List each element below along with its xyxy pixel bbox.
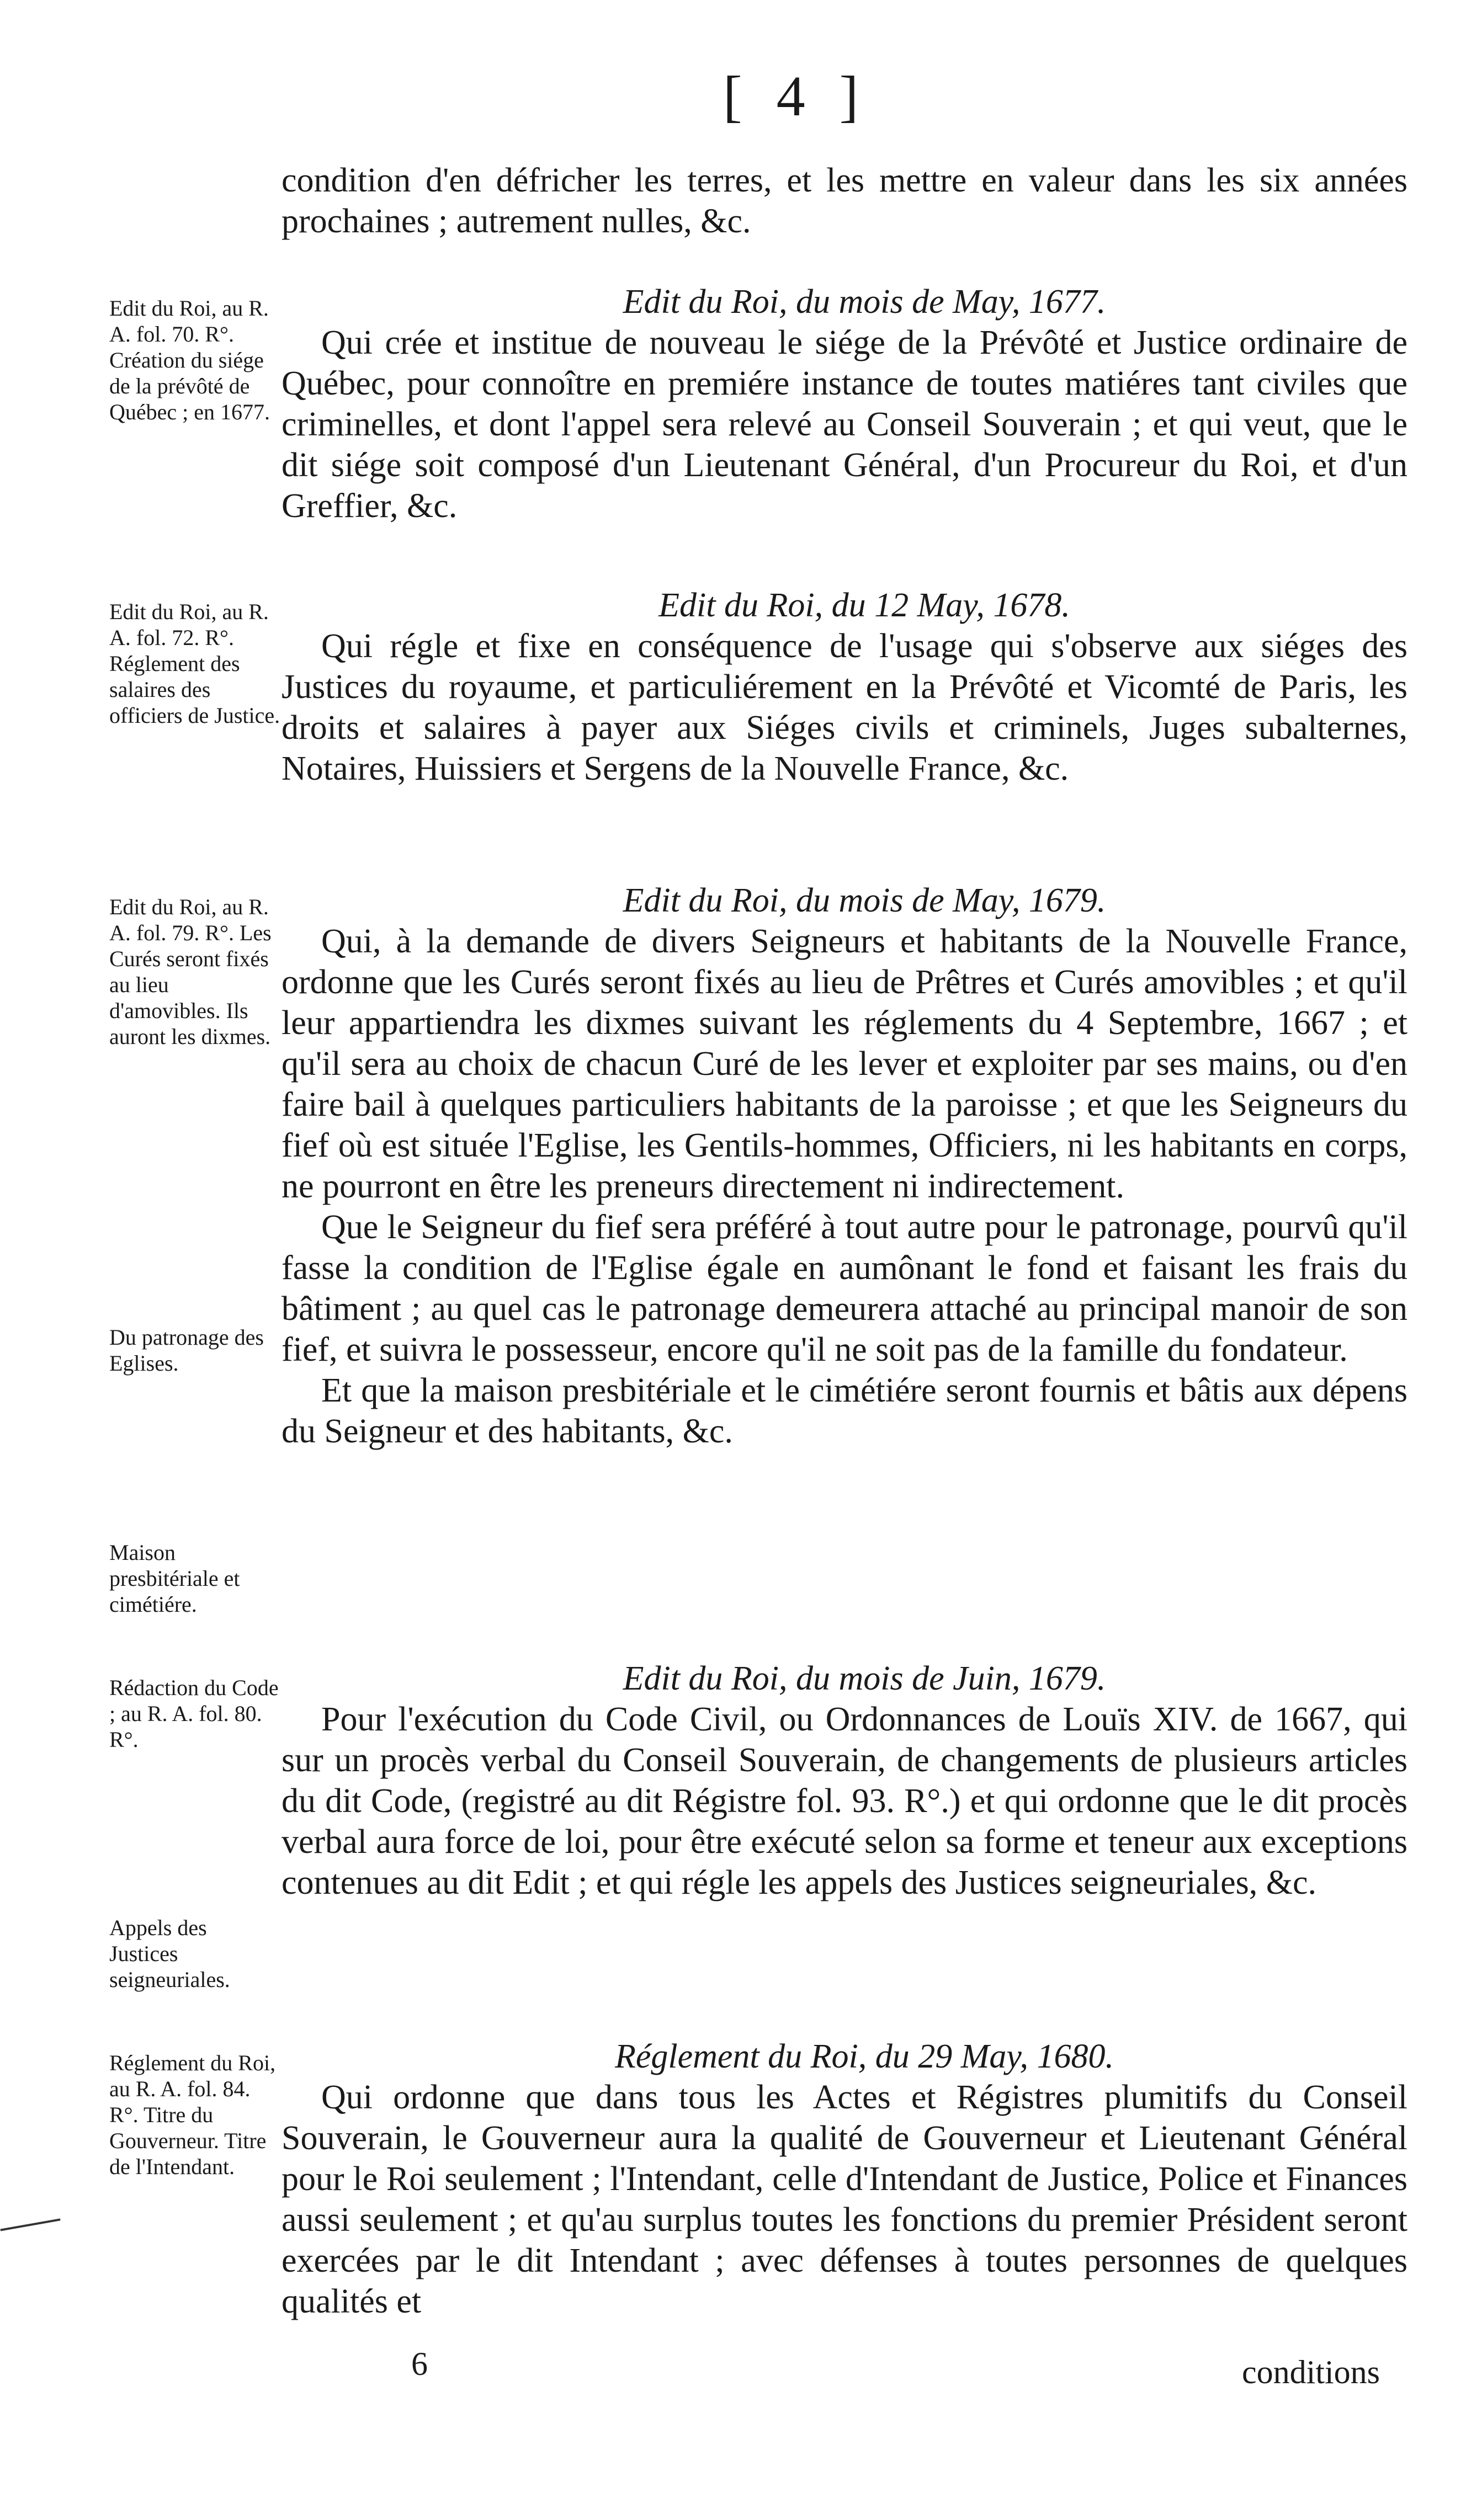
margin-note-2: Edit du Roi, au R. A. fol. 72. R°. Réglement des salaires des officiers de Justice. — [109, 599, 280, 728]
section-paragraph: Que le Seigneur du fief sera préféré à tout autre pour le patronage, pourvû qu'il fasse la condition de l'Eglise égale en aumônant le fond et faisant les frais du bâtiment ; au quel cas le patronage demeurera attaché au principal manoir de son fief, et suivra le possesseur, encore qu'il ne soit pas de la famille du fondateur. — [281, 1208, 1407, 1368]
margin-rule-mark — [0, 2218, 60, 2231]
section-heading: Edit du Roi, du 12 May, 1678. — [658, 587, 1070, 624]
margin-note-4: Rédaction du Code ; au R. A. fol. 80. R°. — [109, 1675, 279, 1752]
section-paragraph: Qui ordonne que dans tous les Actes et Régistres plumitifs du Conseil Souverain, le Gouverneur aura la qualité de Gouverneur et Lieutenant Général pour le Roi seulement ; l'Intendant, celle d'Intendant de Justice, Police et Finances aussi seulement ; et qu'au surplus toutes les fonctions du premier Président seront exercées par le dit Intendant ; avec défenses à toutes personnes de quelques qualités et — [281, 2079, 1407, 2320]
margin-note-5: Réglement du Roi, au R. A. fol. 84. R°. Titre du Gouverneur. Titre de l'Intendant. — [109, 2050, 276, 2179]
margin-note-1: Edit du Roi, au R. A. fol. 70. R°. Création du siége de la prévôté de Québec ; en 1677. — [109, 296, 270, 424]
section-heading: Edit du Roi, du mois de Juin, 1679. — [623, 1660, 1106, 1697]
margin-note-3c: Maison presbitériale et cimétiére. — [109, 1540, 240, 1617]
section-paragraph: Qui crée et institue de nouveau le siége de la Prévôté et Justice ordinaire de Québec, pour connoître en premiére instance de toutes matiéres tant civiles que criminelles, et dont l'appel sera relevé au Conseil Souverain ; et qui veut, que le dit siége soit composé d'un Lieutenant Général, d'un Procureur du Roi, et d'un Greffier, &c. — [281, 324, 1407, 525]
main-text-top — [281, 160, 1407, 242]
section-5 — [281, 2036, 1407, 2322]
continuation-paragraph: condition d'en défricher les terres, et les mettre en valeur dans les six années prochaines ; autrement nulles, &c. — [281, 162, 1407, 240]
section-paragraph: Et que la maison presbitériale et le cimétiére seront fournis et bâtis aux dépens du Seigneur et des habitants, &c. — [281, 1372, 1407, 1450]
section-heading: Edit du Roi, du mois de May, 1677. — [623, 283, 1106, 321]
section-2 — [281, 585, 1407, 789]
page-number: [ 4 ] — [723, 65, 869, 128]
section-1 — [281, 281, 1407, 526]
section-paragraph: Qui, à la demande de divers Seigneurs et habitants de la Nouvelle France, ordonne que les Curés seront fixés au lieu de Prêtres et Curés amovibles ; et qu'il leur appartiendra les dixmes suivant les réglements du 4 Septembre, 1667 ; et qu'il sera au choix de chacun Curé de les lever et exploiter par ses mains, ou d'en faire bail à quelques particuliers habitants de la paroisse ; et que les Seigneurs du fief où est située l'Eglise, les Gentils-hommes, Officiers, ni les habitants en corps, ne pourront en être les preneurs directement ni indirectement. — [281, 923, 1407, 1205]
section-paragraph: Pour l'exécution du Code Civil, ou Ordonnances de Louïs XIV. de 1667, qui sur un procès verbal du Conseil Souverain, de changements de plusieurs articles du dit Code, (registré au dit Régistre fol. 93. R°.) et qui ordonne que le dit procès verbal aura force de loi, pour être exécuté selon sa forme et teneur aux exceptions contenues au dit Edit ; et qui régle les appels des Justices seigneuriales, &c. — [281, 1701, 1407, 1901]
section-heading: Edit du Roi, du mois de May, 1679. — [623, 882, 1106, 919]
section-3 — [281, 880, 1407, 1452]
margin-note-3b: Du patronage des Eglises. — [109, 1325, 264, 1376]
margin-note-4b: Appels des Justices seigneuriales. — [109, 1915, 230, 1992]
section-paragraph: Qui régle et fixe en conséquence de l'usage qui s'observe aux siéges des Justices du royaume, et particuliérement en la Prévôté et Vicomté de Paris, les droits et salaires à payer aux Siéges civils et criminels, Juges subalternes, Notaires, Huissiers et Sergens de la Nouvelle France, &c. — [281, 627, 1407, 787]
section-heading: Réglement du Roi, du 29 May, 1680. — [615, 2038, 1114, 2075]
section-4 — [281, 1658, 1407, 1903]
signature-mark: 6 — [411, 2346, 428, 2382]
margin-note-3: Edit du Roi, au R. A. fol. 79. R°. Les Curés seront fixés au lieu d'amovibles. Ils auront les dixmes. — [109, 894, 272, 1049]
catchword: conditions — [1242, 2354, 1380, 2390]
